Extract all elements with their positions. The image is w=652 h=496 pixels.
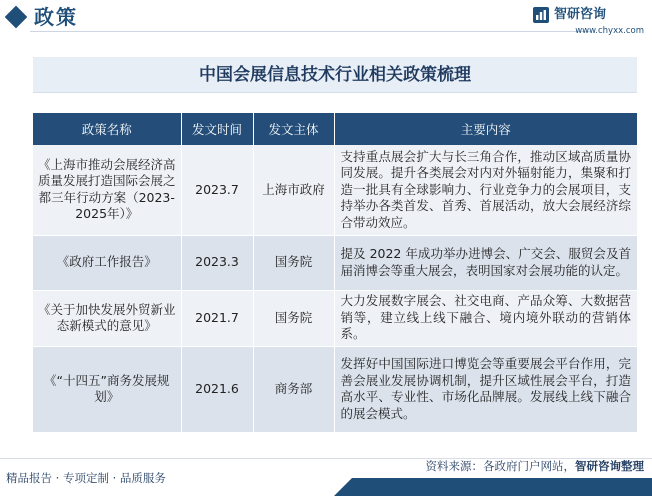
column-header-issuer: 发文主体 xyxy=(253,113,334,145)
top-header xyxy=(0,0,652,40)
table-row xyxy=(33,290,637,346)
policy-table xyxy=(33,113,637,433)
policy-date: 2023.7 xyxy=(181,145,253,235)
policy-issuer: 国务院 xyxy=(253,235,334,290)
footer-source-brand: 智研咨询整理 xyxy=(575,459,644,473)
brand-name: 智研咨询 xyxy=(554,7,607,22)
policy-name: 《政府工作报告》 xyxy=(33,235,181,290)
policy-issuer: 商务部 xyxy=(253,346,334,432)
policy-content: 支持重点展会扩大与长三角合作，推动区域高质量协同发展。提升各类展会对内对外辐射能力，集聚和打造一批具有全球影响力、行业竞争力的会展项目，支持举办各类首发、首秀、首展活动，放大会展经济综合带动效应。 xyxy=(334,145,637,235)
brand-url: www.chyxx.com xyxy=(575,26,644,36)
footer-bar xyxy=(352,478,652,496)
footer-source-label: 资料来源：各政府门户网站， xyxy=(425,459,575,473)
policy-name: 《“十四五”商务发展规划》 xyxy=(33,346,181,432)
column-header-date: 发文时间 xyxy=(181,113,253,145)
policy-date: 2021.6 xyxy=(181,346,253,432)
policy-content: 发挥好中国国际进口博览会等重要展会平台作用，完善会展业发展协调机制，提升区域性展会平台，打造高水平、专业性、市场化品牌展。发展线上线下融合的展会模式。 xyxy=(334,346,637,432)
policy-content: 提及 2022 年成功举办进博会、广交会、服贸会及首届消博会等重大展会，表明国家对会展功能的认定。 xyxy=(334,235,637,290)
table-header-row xyxy=(33,113,637,145)
header-divider xyxy=(30,31,590,32)
table-title: 中国会展信息技术行业相关政策梳理 xyxy=(199,65,471,85)
brand-logo-icon xyxy=(532,6,550,24)
table-row xyxy=(33,346,637,432)
table-row xyxy=(33,235,637,290)
footer-source xyxy=(426,458,645,474)
policy-issuer: 上海市政府 xyxy=(253,145,334,235)
policy-date: 2023.3 xyxy=(181,235,253,290)
policy-name: 《上海市推动会展经济高质量发展打造国际会展之都三年行动方案（2023-2025年）》 xyxy=(33,145,181,235)
policy-issuer: 国务院 xyxy=(253,290,334,346)
brand-block xyxy=(532,4,644,40)
table-row xyxy=(33,145,637,235)
diamond-icon xyxy=(5,6,28,29)
policy-content: 大力发展数字展会、社交电商、产品众筹、大数据营销等，建立线上线下融合、境内境外联动的营销体系。 xyxy=(334,290,637,346)
section-title: 政策 xyxy=(34,5,78,29)
footer-slogan: 精品报告 · 专项定制 · 品质服务 xyxy=(6,471,166,485)
policy-date: 2021.7 xyxy=(181,290,253,346)
policy-name: 《关于加快发展外贸新业态新模式的意见》 xyxy=(33,290,181,346)
column-header-name: 政策名称 xyxy=(33,113,181,145)
column-header-content: 主要内容 xyxy=(334,113,637,145)
table-title-bar xyxy=(33,57,637,93)
footer-bar-accent xyxy=(334,478,352,496)
